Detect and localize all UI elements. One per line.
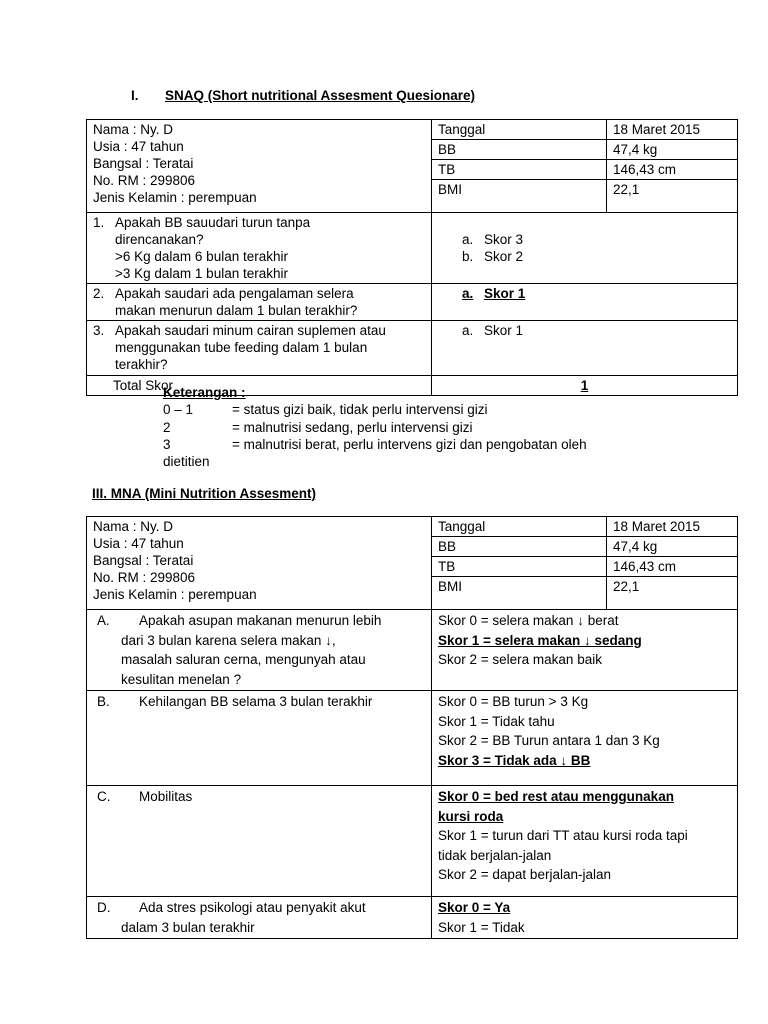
question-text: >3 Kg dalam 1 bulan terakhir xyxy=(115,266,288,281)
mna-answer-d xyxy=(432,897,738,939)
measure-label: TB xyxy=(432,557,607,577)
mna-answer-c xyxy=(432,786,738,897)
snaq-answer-1 xyxy=(432,213,738,284)
question-text: terakhir? xyxy=(115,357,168,372)
question-letter: A. xyxy=(97,613,110,628)
mna-table xyxy=(86,516,738,939)
keterangan-code: 3 xyxy=(163,436,171,452)
measure-value: 22,1 xyxy=(607,577,738,610)
score-option-selected: Skor 0 = Ya xyxy=(438,900,511,915)
patient-name: Nama : Ny. D xyxy=(93,519,174,534)
option-letter: a. xyxy=(462,232,474,247)
question-number: 1. xyxy=(93,215,105,230)
question-text: Kehilangan BB selama 3 bulan terakhir xyxy=(139,694,373,709)
measure-label: TB xyxy=(432,160,607,180)
measure-value: 22,1 xyxy=(607,180,738,213)
measure-label: BMI xyxy=(432,577,607,610)
score-option-selected: Skor 1 = selera makan ↓ sedang xyxy=(438,632,642,648)
snaq-question-2 xyxy=(87,284,432,321)
question-letter: B. xyxy=(97,694,110,709)
keterangan-continuation: dietitien xyxy=(163,454,210,470)
measure-label: BB xyxy=(432,140,607,160)
measure-label: Tanggal xyxy=(432,517,607,537)
question-text: Mobilitas xyxy=(139,789,193,804)
patient-gender: Jenis Kelamin : perempuan xyxy=(93,190,257,205)
score-option: Skor 2 = selera makan baik xyxy=(438,652,602,667)
snaq-heading-number: I. xyxy=(131,88,139,103)
question-text: dari 3 bulan karena selera makan ↓, xyxy=(121,632,336,648)
option-letter: a. xyxy=(462,323,474,338)
score-option-selected: kursi roda xyxy=(438,808,504,824)
patient-age: Usia : 47 tahun xyxy=(93,536,184,551)
score-option-selected: Skor 3 = Tidak ada ↓ BB xyxy=(438,752,591,768)
patient-ward: Bangsal : Teratai xyxy=(93,156,194,171)
question-text: Ada stres psikologi atau penyakit akut xyxy=(139,900,366,915)
score-option: Skor 1 = turun dari TT atau kursi roda tapi xyxy=(438,828,688,843)
score-option: Skor 2 = BB Turun antara 1 dan 3 Kg xyxy=(438,733,660,748)
score-option: Skor 1 = Tidak tahu xyxy=(438,713,555,729)
mna-answer-b xyxy=(432,691,738,786)
score-option: tidak berjalan-jalan xyxy=(438,847,552,863)
mna-heading: III. MNA (Mini Nutrition Assesment) xyxy=(92,486,317,501)
keterangan-text: = malnutrisi sedang, perlu intervensi gizi xyxy=(232,419,473,435)
snaq-heading xyxy=(131,88,475,103)
mna-patient-info xyxy=(87,517,432,610)
option-text: Skor 3 xyxy=(484,232,524,247)
patient-rm: No. RM : 299806 xyxy=(93,570,196,585)
measure-label: Tanggal xyxy=(432,120,607,140)
question-text: Apakah saudari minum cairan suplemen atau xyxy=(115,323,386,338)
measure-value: 18 Maret 2015 xyxy=(607,517,738,537)
question-text: dalam 3 bulan terakhir xyxy=(121,919,255,935)
keterangan-code: 2 xyxy=(163,419,171,435)
snaq-table xyxy=(86,119,738,396)
keterangan-code: 0 – 1 xyxy=(163,402,194,418)
keterangan-title: Keterangan : xyxy=(163,385,246,400)
total-skor-label: Total Skor xyxy=(87,376,432,396)
question-text: >6 Kg dalam 6 bulan terakhir xyxy=(115,249,288,264)
snaq-question-3 xyxy=(87,321,432,376)
question-text: masalah saluran cerna, mengunyah atau xyxy=(121,652,366,667)
keterangan-text: = status gizi baik, tidak perlu intervensi gizi xyxy=(232,402,488,418)
option-letter: a. xyxy=(462,286,474,301)
question-text: kesulitan menelan ? xyxy=(121,671,242,687)
score-option: Skor 0 = selera makan ↓ berat xyxy=(438,613,619,628)
option-letter: b. xyxy=(462,249,474,264)
patient-ward: Bangsal : Teratai xyxy=(93,553,194,568)
keterangan xyxy=(163,384,587,470)
total-skor-value: 1 xyxy=(432,376,738,396)
question-number: 2. xyxy=(93,286,105,301)
measure-value: 47,4 kg xyxy=(607,140,738,160)
measure-label: BMI xyxy=(432,180,607,213)
measure-value: 18 Maret 2015 xyxy=(607,120,738,140)
score-option: Skor 2 = dapat berjalan-jalan xyxy=(438,867,611,882)
snaq-answer-2 xyxy=(432,284,738,321)
patient-name: Nama : Ny. D xyxy=(93,122,174,137)
question-text: direncanakan? xyxy=(115,232,204,247)
question-text: Apakah saudari ada pengalaman selera xyxy=(115,286,354,301)
question-text: Apakah BB sauudari turun tanpa xyxy=(115,215,311,230)
mna-question-c xyxy=(87,786,432,897)
snaq-patient-info xyxy=(87,120,432,213)
keterangan-text: = malnutrisi berat, perlu intervens gizi dan pengobatan oleh xyxy=(232,436,587,452)
measure-value: 146,43 cm xyxy=(607,160,738,180)
measure-value: 47,4 kg xyxy=(607,537,738,557)
measure-value: 146,43 cm xyxy=(607,557,738,577)
snaq-answer-3 xyxy=(432,321,738,376)
snaq-heading-title: SNAQ (Short nutritional Assesment Quesionare) xyxy=(165,88,476,103)
question-text: makan menurun dalam 1 bulan terakhir? xyxy=(115,303,358,318)
question-letter: C. xyxy=(97,789,111,804)
mna-question-a xyxy=(87,610,432,691)
patient-rm: No. RM : 299806 xyxy=(93,173,196,188)
patient-age: Usia : 47 tahun xyxy=(93,139,184,154)
question-text: Apakah asupan makanan menurun lebih xyxy=(139,613,382,628)
snaq-question-1 xyxy=(87,213,432,284)
score-option: Skor 1 = Tidak xyxy=(438,919,525,935)
question-number: 3. xyxy=(93,323,105,338)
score-option-selected: Skor 0 = bed rest atau menggunakan xyxy=(438,789,674,804)
mna-question-b xyxy=(87,691,432,786)
mna-question-d xyxy=(87,897,432,939)
patient-gender: Jenis Kelamin : perempuan xyxy=(93,587,257,602)
option-text: Skor 1 xyxy=(484,323,524,338)
measure-label: BB xyxy=(432,537,607,557)
option-text: Skor 1 xyxy=(484,286,526,301)
question-text: menggunakan tube feeding dalam 1 bulan xyxy=(115,340,368,355)
option-text: Skor 2 xyxy=(484,249,524,264)
question-letter: D. xyxy=(97,900,111,915)
score-option: Skor 0 = BB turun > 3 Kg xyxy=(438,694,589,709)
mna-answer-a xyxy=(432,610,738,691)
